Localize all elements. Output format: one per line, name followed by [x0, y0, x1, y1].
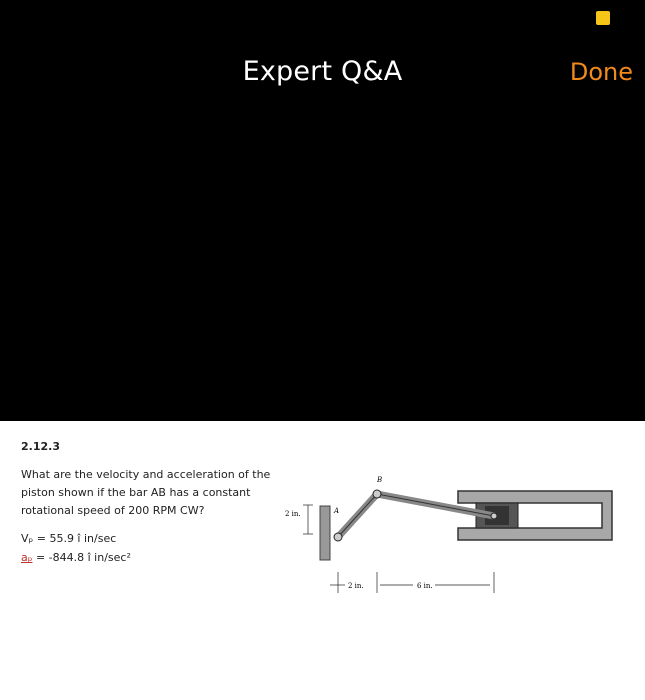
label-b: B: [377, 476, 383, 484]
answer-acceleration: [21, 551, 131, 564]
answer-accel-symbol: aₚ: [21, 551, 33, 564]
label-2in-vertical: 2 in.: [285, 510, 301, 518]
status-indicator: [596, 11, 610, 25]
label-2in-horizontal: 2 in.: [348, 582, 364, 590]
wall-mount: [320, 506, 330, 560]
problem-question: What are the velocity and acceleration of the piston shown if the bar AB has a constant rotational speed of 200 RPM CW?: [21, 468, 271, 517]
answer-velocity: Vₚ = 55.9 î in/sec: [21, 532, 117, 545]
problem-number: 2.12.3: [21, 440, 60, 453]
mechanism-figure: [280, 468, 625, 598]
done-button[interactable]: Done: [569, 58, 633, 86]
label-a: A: [334, 507, 340, 515]
page-title: Expert Q&A: [242, 56, 403, 87]
label-6in: 6 in.: [417, 582, 433, 590]
answer-accel-value: = -844.8 î in/sec²: [32, 551, 131, 564]
